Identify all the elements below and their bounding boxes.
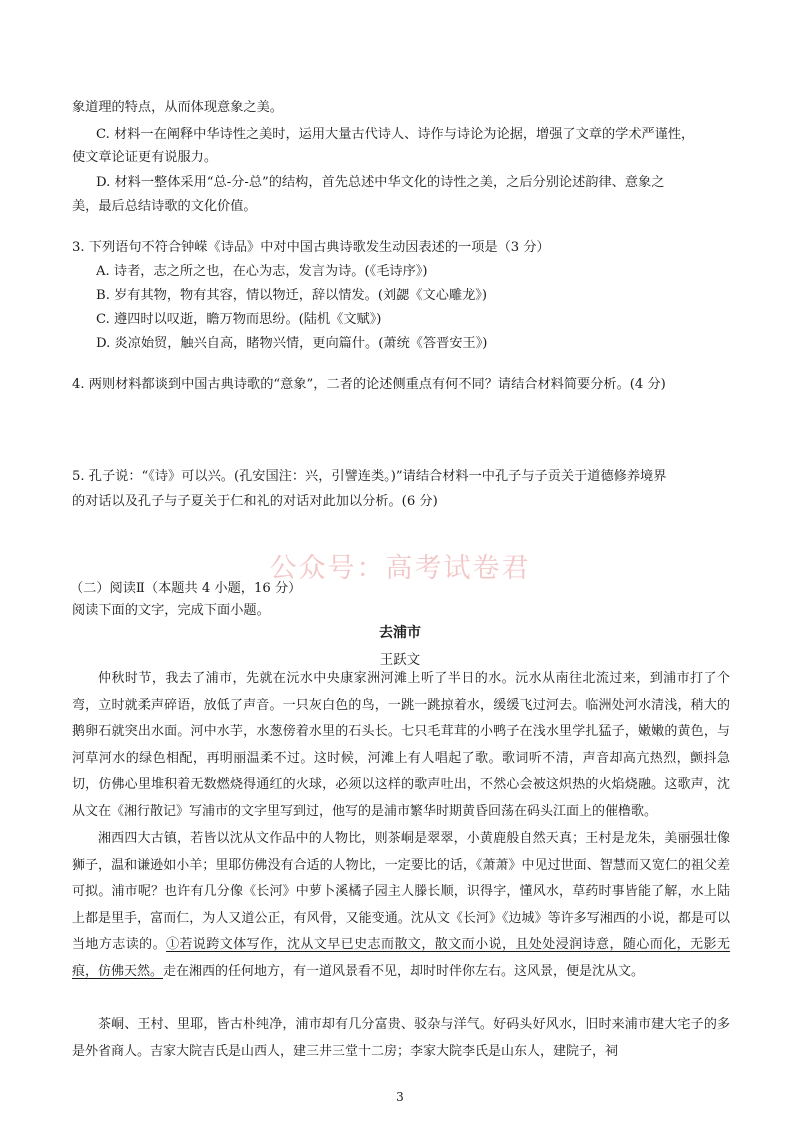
page-number: 3 bbox=[396, 1090, 404, 1104]
question-3-option-a: A. 诗者，志之所之也，在心为志，发言为诗。(《毛诗序》) bbox=[96, 264, 428, 279]
article-paragraph-2 bbox=[72, 826, 730, 986]
article-title: 去浦市 bbox=[379, 625, 421, 641]
paragraph-text: 湘西四大古镇，若皆以沈从文作品中的人物比，则茶峒是翠翠，小黄鹿般自然天真；王村是龙朱，美丽强壮像狮子，温和谦逊如小羊；里耶仿佛没有合适的人物比，一定要比的话，《萧萧》中见过世面、智慧而又宽仁的祖父差可拟。浦市呢？也许有几分像《长河》中萝卜溪橘子园主人滕长顺，识得字，懂风水，草药时事皆能了解，水上陆上都是里手，富而仁，为人又道公正，有风骨，又能变通。沈从文《长河》《边城》等许多写湘西的小说，都是可以当地方志读的。 bbox=[72, 831, 730, 953]
article-paragraph-1: 仲秋时节，我去了浦市，先就在沅水中央康家洲河滩上听了半日的水。沅水从南往北流过来，到浦市打了个弯，立时就柔声碎语，放低了声音。一只灰白色的鸟，一跳一跳掠着水，缓缓飞过河去。临洲处河水清浅，稍大的鹅卵石就突出水面。河中水芋，水葱傍着水里的石头长。七只毛茸茸的小鸭子在浅水里学扎猛子，嫩嫩的黄色，与河草河水的绿色相配，再明丽温柔不过。这时候，河滩上有人唱起了歌。歌词听不清，声音却高亢热烈，颤抖急切，仿佛心里堆积着无数燃烧得通红的火球，必须以这样的歌声吐出，不然心会被这炽热的火焰烧融。这歌声，沈从文在《湘行散记》写浦市的文字里写到过，他写的是浦市繁华时期黄昏回荡在码头江面上的催橹歌。 bbox=[72, 671, 730, 819]
option-d-line: D. 材料一整体采用“总-分-总”的结构，首先总述中华文化的诗性之美，之后分别论述韵律、意象之 bbox=[96, 175, 665, 190]
question-3-option-d: D. 炎凉始贸，触兴自高，睹物兴情，更向篇什。(萧统《答晋安王》) bbox=[96, 336, 488, 351]
option-c-line: C. 材料一在阐释中华诗性之美时，运用大量古代诗人、诗作与诗论为论据，增强了文章的学术严谨性， bbox=[96, 127, 695, 142]
text-line: 美，最后总结诗歌的文化价值。 bbox=[72, 199, 257, 214]
section-instruction: 阅读下面的文字，完成下面小题。 bbox=[72, 603, 270, 618]
question-5-line-1: 5. 孔子说：“《诗》可以兴。(孔安国注：兴，引譬连类。)”请结合材料一中孔子与子贡关于道德修养境界 bbox=[72, 469, 667, 484]
article-paragraph-3: 茶峒、王村、里耶，皆古朴纯净，浦市却有几分富贵、驳杂与洋气。好码头好风水，旧时来浦市建大宅子的多是外省商人。吉家大院吉氏是山西人，建三井三堂十二房；李家大院李氏是山东人，建院子，祠 bbox=[72, 1017, 730, 1059]
article-author: 王跃文 bbox=[379, 652, 421, 668]
question-3-option-b: B. 岁有其物，物有其容，情以物迁，辞以情发。(刘勰《文心雕龙》) bbox=[96, 288, 488, 303]
question-5-line-2: 的对话以及孔子与子夏关于仁和礼的对话对此加以分析。(6 分) bbox=[72, 494, 438, 509]
question-3-stem: 3. 下列语句不符合钟嵘《诗品》中对中国古典诗歌发生动因表述的一项是（3 分） bbox=[72, 240, 550, 255]
text-line: 象道理的特点，从而体现意象之美。 bbox=[72, 100, 283, 115]
watermark: 公众号：高考试卷君 bbox=[269, 553, 531, 584]
question-4: 4. 两则材料都谈到中国古典诗歌的“意象”，二者的论述侧重点有何不同？请结合材料简要分析。(4 分) bbox=[72, 377, 666, 392]
question-3-option-c: C. 遵四时以叹逝，瞻万物而思纷。(陆机《文赋》) bbox=[96, 312, 382, 327]
paragraph-text: 走在湘西的任何地方，有一道风景看不见，却时时伴你左右。这风景，便是沈从文。 bbox=[163, 963, 645, 979]
text-line: 使文章论证更有说服力。 bbox=[72, 150, 218, 165]
underlined-sentence: ①若说跨文体写作，沈从文早已史志而散文，散文而小说，且处处浸润诗意，随心而化，无影无痕，仿佛天然。 bbox=[72, 937, 730, 979]
section-heading: （二）阅读Ⅱ（本题共 4 小题，16 分） bbox=[70, 581, 302, 596]
